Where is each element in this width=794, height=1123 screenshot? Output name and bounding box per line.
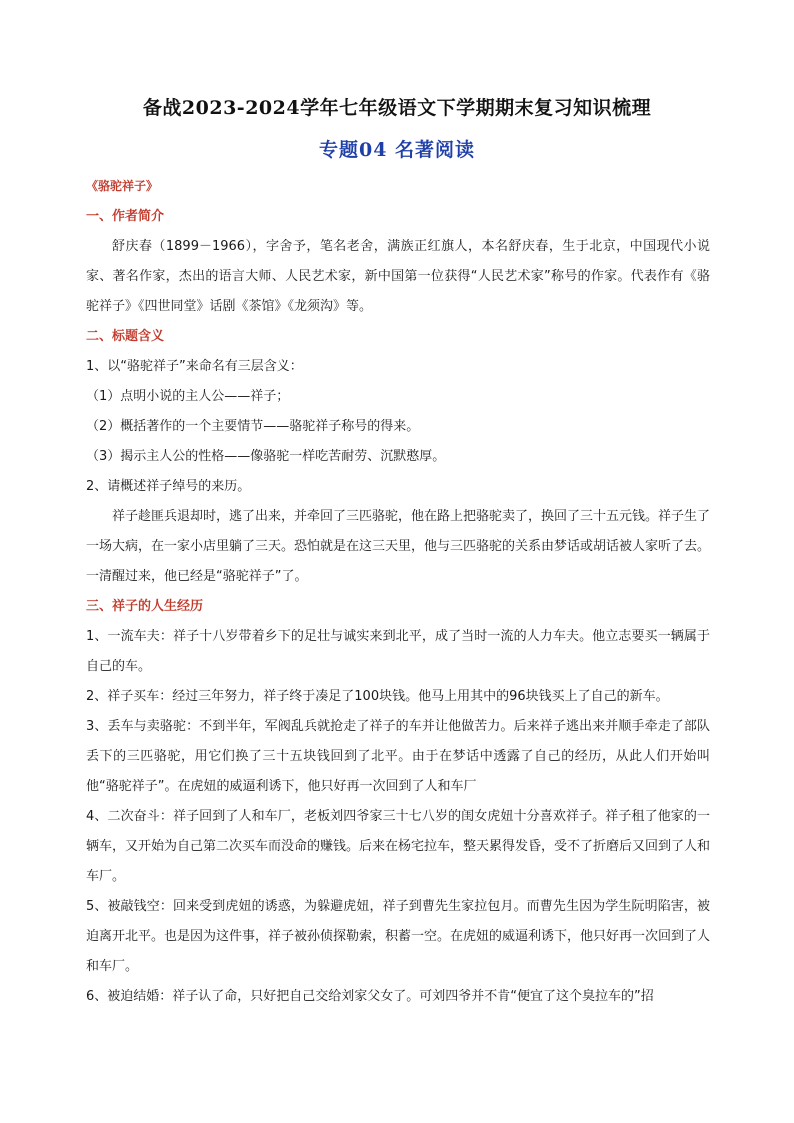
life-item-5: 5、被敲钱空：回来受到虎妞的诱惑，为躲避虎妞，祥子到曹先生家拉包月。而曹先生因为学生阮明陷害，被迫离开北平。也是因为这件事，祥子被孙侦探勒索，积蓄一空。在虎妞的威逼利诱下，他只好再一次回到了人和车厂。 — [86, 899, 711, 974]
nickname-origin-paragraph: 祥子趁匪兵退却时，逃了出来，并牵回了三匹骆驼，他在路上把骆驼卖了，换回了三十五元钱。祥子生了一场大病，在一家小店里躺了三天。恐怕就是在这三天里，他与三匹骆驼的关系由梦话或胡话被人家听了去。一清醒过来，他已经是“骆驼祥子”了。 — [86, 509, 711, 584]
life-item-3: 3、丢车与卖骆驼：不到半年，军阀乱兵就抢走了祥子的车并让他做苦力。后来祥子逃出来并顺手牵走了部队丢下的三匹骆驼，用它们换了三十五块钱回到了北平。由于在梦话中透露了自己的经历，从此人们开始叫他“骆驼祥子”。在虎妞的威逼利诱下，他只好再一次回到了人和车厂 — [86, 719, 710, 794]
section-heading-title-meaning: 二、标题含义 — [86, 329, 165, 344]
section-heading-life-experience: 三、祥子的人生经历 — [86, 599, 204, 614]
question-2: 2、请概述祥子绰号的来历。 — [86, 479, 251, 494]
document-subtitle: 专题04 名著阅读 — [318, 139, 476, 161]
section-heading-author: 一、作者简介 — [86, 209, 165, 224]
life-item-6: 6、被迫结婚：祥子认了命，只好把自己交给刘家父女了。可刘四爷并不肯“便宜了这个臭拉车的”招 — [86, 989, 654, 1004]
meaning-point-3: （3）揭示主人公的性格——像骆驼一样吃苦耐劳、沉默憨厚。 — [86, 449, 446, 464]
document-body — [86, 172, 710, 1012]
author-intro-paragraph: 舒庆春（1899－1966），字舍予，笔名老舍，满族正红旗人，本名舒庆春，生于北京，中国现代小说家、著名作家，杰出的语言大师、人民艺术家，新中国第一位获得“人民艺术家”称号的作家。代表作有《骆驼祥子》《四世同堂》话剧《茶馆》《龙须沟》等。 — [86, 239, 710, 314]
book-title: 《骆驼祥子》 — [86, 179, 159, 193]
life-item-1: 1、一流车夫：祥子十八岁带着乡下的足壮与诚实来到北平，成了当时一流的人力车夫。他立志要买一辆属于自己的车。 — [86, 629, 710, 674]
document-title: 备战2023-2024学年七年级语文下学期期末复习知识梳理 — [142, 97, 652, 119]
meaning-point-1: （1）点明小说的主人公——祥子； — [86, 389, 290, 404]
question-1: 1、以“骆驼祥子”来命名有三层含义： — [86, 359, 303, 374]
life-item-4: 4、二次奋斗：祥子回到了人和车厂，老板刘四爷家三十七八岁的闺女虎妞十分喜欢祥子。祥子租了他家的一辆车，又开始为自己第二次买车而没命的赚钱。后来在杨宅拉车，整天累得发昏，受不了折磨后又回到了人和车厂。 — [86, 809, 711, 884]
meaning-point-2: （2）概括著作的一个主要情节——骆驼祥子称号的得来。 — [86, 419, 420, 434]
life-item-2: 2、祥子买车：经过三年努力，祥子终于凑足了100块钱。他马上用其中的96块钱买上了自己的新车。 — [86, 689, 669, 704]
